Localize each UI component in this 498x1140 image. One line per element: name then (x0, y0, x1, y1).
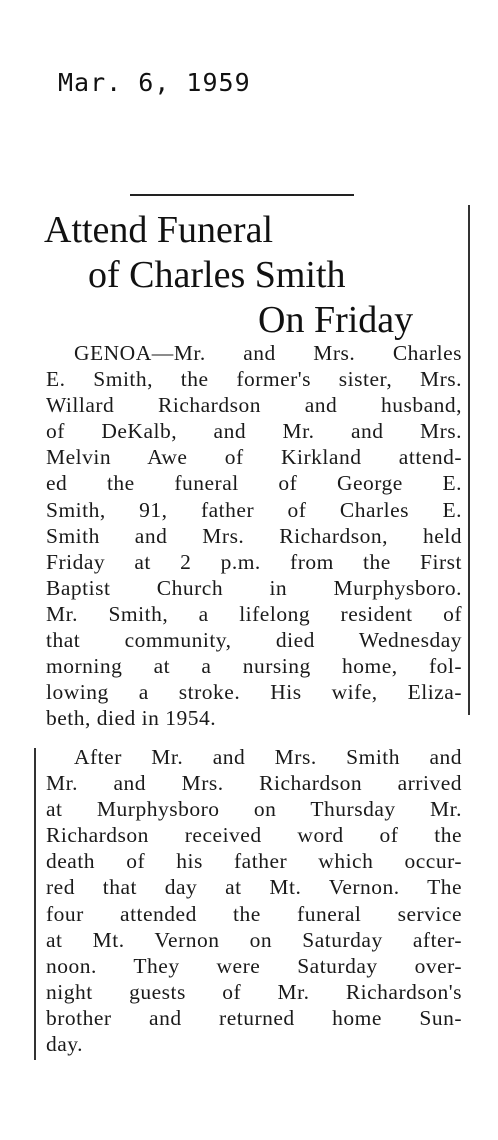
headline-line-3: On Friday (258, 299, 414, 341)
paragraph-2-line: brother and returned home Sun- (46, 1005, 462, 1030)
headline (40, 208, 470, 343)
clipping-date: Mar. 6, 1959 (58, 68, 251, 97)
paragraph-2-line: After Mr. and Mrs. Smith and (74, 745, 462, 769)
column-border-left (34, 748, 36, 1060)
paragraph-2-line: noon. They were Saturday over- (46, 953, 462, 978)
paragraph-1-line: GENOA—Mr. and Mrs. Charles (74, 341, 462, 365)
top-rule (130, 194, 354, 196)
paragraph-2-line: at Murphysboro on Thursday Mr. (46, 797, 462, 822)
paragraph-1-line: of DeKalb, and Mr. and Mrs. (46, 419, 462, 444)
article-paragraph-1 (46, 340, 462, 731)
paragraph-2-line: day. (46, 1032, 84, 1057)
paragraph-2-line: at Mt. Vernon on Saturday after- (46, 927, 462, 952)
paragraph-1-line: Melvin Awe of Kirkland attend- (46, 445, 462, 470)
paragraph-1-line: Mr. Smith, a lifelong resident of (46, 601, 462, 626)
paragraph-1-line: E. Smith, the former's sister, Mrs. (46, 367, 462, 392)
paragraph-1-line: that community, died Wednesday (46, 628, 462, 653)
paragraph-1-line: Friday at 2 p.m. from the First (46, 549, 462, 574)
paragraph-1-line: Baptist Church in Murphysboro. (46, 575, 462, 600)
paragraph-1-line: beth, died in 1954. (46, 706, 217, 731)
paragraph-1-line: lowing a stroke. His wife, Eliza- (46, 680, 462, 705)
article-paragraph-2 (46, 744, 462, 1057)
paragraph-2-line: four attended the funeral service (46, 901, 462, 926)
paragraph-2-line: Mr. and Mrs. Richardson arrived (46, 771, 462, 796)
paragraph-1-line: Smith and Mrs. Richardson, held (46, 523, 462, 548)
paragraph-1-line: morning at a nursing home, fol- (46, 654, 462, 679)
paragraph-2-line: Richardson received word of the (46, 823, 462, 848)
paragraph-2-line: red that day at Mt. Vernon. The (46, 875, 462, 900)
paragraph-2-line: death of his father which occur- (46, 849, 462, 874)
headline-line-2: of Charles Smith (88, 254, 346, 296)
paragraph-2-line: night guests of Mr. Richardson's (46, 979, 462, 1004)
paragraph-1-line: ed the funeral of George E. (46, 471, 462, 496)
paragraph-1-line: Willard Richardson and husband, (46, 393, 462, 418)
paragraph-1-line: Smith, 91, father of Charles E. (46, 497, 462, 522)
headline-line-1: Attend Funeral (44, 209, 274, 251)
